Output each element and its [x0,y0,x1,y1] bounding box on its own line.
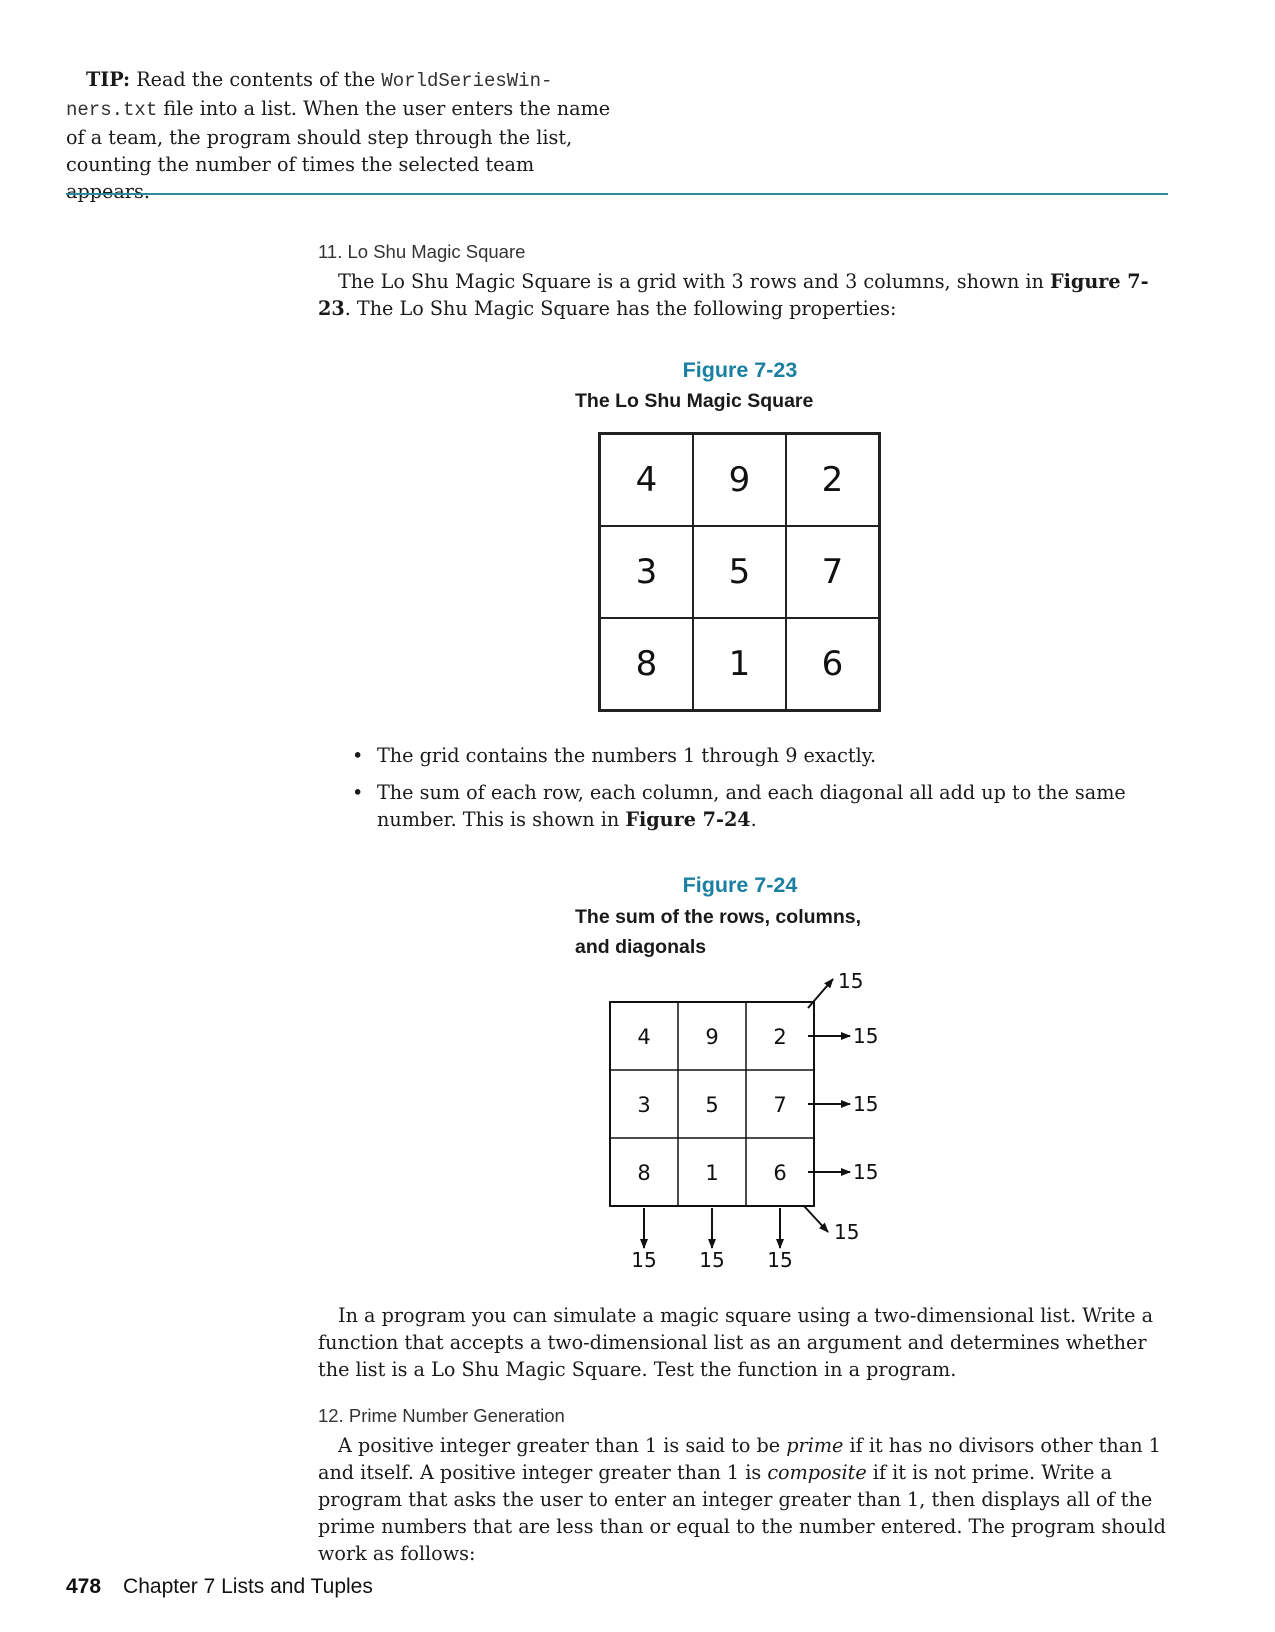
figure-23-grid [598,432,881,712]
grid-cell: 3 [600,526,694,618]
diagonal-down-arrow [804,1206,828,1232]
exercise-12-title: 12. Prime Number Generation [318,1405,565,1426]
term-prime: prime [786,1434,844,1457]
term-composite: composite [767,1461,867,1484]
properties-list [352,742,1172,833]
grid-cell: 6 [786,618,880,711]
section-divider [66,193,1168,195]
ex12-text-c: if it is not prime. Write a program that asks the user to enter an integer greater than 1, then displays all of the prime numbers that are less than or equal to the number entered. The program should work as follows: [318,1461,1166,1565]
column-sum: 15 [631,1248,657,1272]
grid-cell: 4 [637,1025,651,1049]
grid-cell: 5 [693,526,786,618]
bullet-2-text-a: The sum of each row, each column, and each diagonal all add up to the same number. This is shown in [377,781,1126,831]
grid-cell: 8 [600,618,694,711]
diagonal-up-arrow [808,979,833,1008]
row-sum: 15 [853,1160,879,1184]
list-item: • The sum of each row, each column, and each diagonal all add up to the same number. This is shown in Figure 7-24. [352,781,1126,831]
grid-cell: 4 [600,434,694,527]
figure-23-caption: The Lo Shu Magic Square [575,390,814,412]
bullet-1-text: The grid contains the numbers 1 through 9 exactly. [377,744,877,767]
grid-cell: 5 [705,1093,719,1117]
list-item: • The grid contains the numbers 1 through 9 exactly. [352,744,877,767]
exercise-11-intro [318,268,1168,322]
tip-text-2: file into a list. When the user enters the name of a team, the program should step through the list, counting the number of times the selected team appears. [66,97,611,203]
intro-text-a: The Lo Shu Magic Square is a grid with 3 rows and 3 columns, shown in [338,270,1050,293]
figure-24-caption-line-1: The sum of the rows, columns, [575,906,862,928]
grid-cell: 2 [773,1025,787,1049]
column-sum: 15 [699,1248,725,1272]
figure-24-ref: Figure 7-24 [625,808,751,831]
exercise-11-closing [318,1302,1168,1383]
page-number: 478 [66,1575,102,1598]
grid-cell: 8 [637,1161,651,1185]
grid-cell: 9 [693,434,786,527]
grid-cell: 1 [693,618,786,711]
row-sum: 15 [853,1092,879,1116]
bullet-2-text-b: . [750,808,757,831]
tip-code-2: ners.txt [66,99,158,121]
diagonal-down-sum: 15 [834,1220,860,1244]
grid-cell: 9 [705,1025,719,1049]
ex12-text-b: if it has no divisors other than 1 and itself. A positive integer greater than 1 is [318,1434,1161,1484]
intro-text-b: . The Lo Shu Magic Square has the following properties: [344,297,897,320]
grid-cell: 3 [637,1093,651,1117]
row-sum: 15 [853,1024,879,1048]
chapter-title: Chapter 7 Lists and Tuples [123,1575,373,1598]
tip-text-1: Read the contents of the [130,68,382,91]
figure-24-number: Figure 7-24 [682,873,798,897]
closing-text: In a program you can simulate a magic square using a two-dimensional list. Write a function that accepts a two-dimensional list as an argument and determines whether the list is a Lo Shu Magic Square. Test the function in a program. [318,1304,1154,1381]
grid-cell: 7 [786,526,880,618]
grid-cell: 2 [786,434,880,527]
column-sum: 15 [767,1248,793,1272]
figure-24-caption [575,902,915,962]
exercise-11-title: 11. Lo Shu Magic Square [318,241,526,262]
grid-cell: 7 [773,1093,787,1117]
figure-24-diagram [590,966,890,1276]
figure-23-number: Figure 7-23 [682,358,798,382]
tip-label: TIP: [86,68,131,91]
figure-23-ref: Figure 7-23 [318,270,1149,320]
tip-code-1: WorldSeriesWin- [381,70,553,92]
exercise-12-body [318,1432,1168,1567]
grid-cell: 1 [705,1161,719,1185]
figure-24-caption-line-2: and diagonals [575,936,707,958]
diagonal-up-sum: 15 [838,969,864,993]
ex12-text-a: A positive integer greater than 1 is said to be [338,1434,787,1457]
grid-cell: 6 [773,1161,787,1185]
tip-paragraph [66,66,611,205]
page-footer [66,1575,373,1599]
